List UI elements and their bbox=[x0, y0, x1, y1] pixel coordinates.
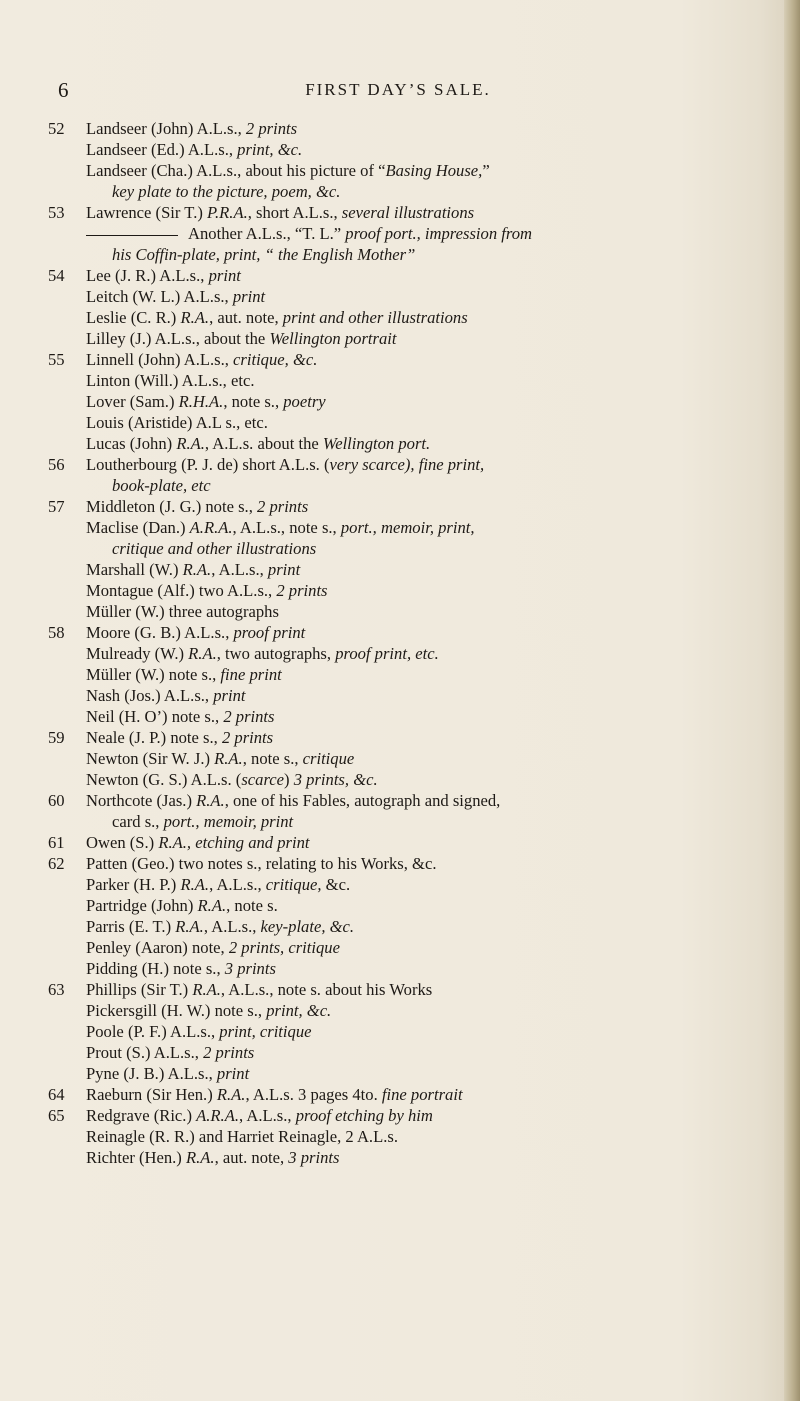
page-header bbox=[58, 78, 738, 108]
roman-text: Linton (Will.) A.L.s., etc. bbox=[86, 371, 255, 390]
roman-text: Lawrence (Sir T.) bbox=[86, 203, 208, 222]
roman-text: , A.L.s., bbox=[209, 875, 266, 894]
catalogue-entry bbox=[48, 160, 768, 181]
italic-text: critique bbox=[302, 749, 355, 768]
italic-text: 2 prints bbox=[257, 497, 309, 516]
roman-text: Pickersgill (H. W.) note s., bbox=[86, 1001, 267, 1020]
roman-text: Parris (E. T.) bbox=[86, 917, 176, 936]
entry-text bbox=[112, 538, 316, 559]
entry-text bbox=[86, 307, 468, 328]
catalogue-entry bbox=[48, 139, 768, 160]
italic-text: print bbox=[232, 287, 266, 306]
roman-text: Pyne (J. B.) A.L.s., bbox=[86, 1064, 217, 1083]
lot-number: 65 bbox=[48, 1106, 65, 1125]
roman-text: Partridge (John) bbox=[86, 896, 198, 915]
italic-text: R.A. bbox=[197, 896, 227, 915]
catalogue-entry bbox=[48, 286, 768, 307]
roman-text: Prout (S.) A.L.s., bbox=[86, 1043, 204, 1062]
entry-text bbox=[86, 286, 265, 307]
catalogue-entry bbox=[48, 727, 768, 748]
entry-text bbox=[86, 748, 354, 769]
italic-text: key plate to the picture, poem, &c. bbox=[112, 182, 341, 201]
italic-text: A.R.A. bbox=[196, 1106, 239, 1125]
italic-text: R.H.A. bbox=[178, 392, 224, 411]
italic-text: critique, bbox=[265, 875, 322, 894]
entry-text bbox=[86, 979, 432, 1000]
catalogue-entry bbox=[48, 1147, 768, 1168]
roman-text: Neale (J. P.) note s., bbox=[86, 728, 222, 747]
entry-text bbox=[86, 370, 254, 391]
catalogue-entry bbox=[48, 874, 768, 895]
italic-text: R.A. bbox=[180, 875, 210, 894]
roman-text: Montague (Alf.) two A.L.s., bbox=[86, 581, 277, 600]
roman-text: Louis (Aristide) A.L s., etc. bbox=[86, 413, 268, 432]
entry-text bbox=[86, 895, 278, 916]
roman-text: , short A.L.s., bbox=[247, 203, 342, 222]
entry-text bbox=[86, 937, 340, 958]
italic-text: fine portrait bbox=[381, 1085, 463, 1104]
catalogue-entry bbox=[48, 265, 768, 286]
italic-text: R.A. bbox=[176, 434, 205, 453]
entry-text bbox=[86, 1084, 463, 1105]
italic-text: 3 prints bbox=[224, 959, 276, 978]
catalogue-entry bbox=[48, 307, 768, 328]
italic-text: Wellington port. bbox=[322, 434, 431, 453]
roman-text: , one of his Fables, autograph and signed, bbox=[224, 791, 501, 810]
roman-text: Owen (S.) bbox=[86, 833, 159, 852]
catalogue-entry bbox=[48, 223, 768, 244]
roman-text: Landseer (Cha.) A.L.s., about his picture of “ bbox=[86, 161, 386, 180]
italic-text: R.A. bbox=[216, 1085, 246, 1104]
entry-text bbox=[86, 643, 439, 664]
italic-text: critique, &c. bbox=[233, 350, 318, 369]
entry-text bbox=[86, 664, 282, 685]
entry-text bbox=[86, 769, 378, 790]
entry-text bbox=[86, 517, 475, 538]
italic-text: 3 prints, &c. bbox=[293, 770, 378, 789]
page-edge bbox=[784, 0, 800, 1401]
lot-number: 62 bbox=[48, 854, 65, 873]
entry-text bbox=[86, 454, 484, 475]
roman-text: Nash (Jos.) A.L.s., bbox=[86, 686, 214, 705]
italic-text: print bbox=[267, 560, 301, 579]
italic-text: port., memoir, print, bbox=[340, 518, 475, 537]
italic-text: proof etching by him bbox=[295, 1106, 433, 1125]
lot-number: 61 bbox=[48, 833, 65, 852]
italic-text: 2 prints bbox=[203, 1043, 255, 1062]
roman-text: , A.L.s., note s., bbox=[232, 518, 341, 537]
catalogue-entry bbox=[48, 748, 768, 769]
lot-number: 59 bbox=[48, 728, 65, 747]
catalogue-entry bbox=[48, 517, 768, 538]
catalogue-entry bbox=[48, 958, 768, 979]
entry-text bbox=[86, 580, 328, 601]
entry-text bbox=[86, 1021, 311, 1042]
sale-entries bbox=[48, 118, 768, 1168]
italic-text: print and other illustrations bbox=[282, 308, 468, 327]
entry-text bbox=[86, 139, 302, 160]
catalogue-entry bbox=[48, 202, 768, 223]
roman-text: Middleton (J. G.) note s., bbox=[86, 497, 257, 516]
roman-text: , A.L.s. about the bbox=[204, 434, 323, 453]
entry-text bbox=[86, 601, 279, 622]
entry-continuation bbox=[48, 181, 768, 202]
catalogue-entry bbox=[48, 790, 768, 811]
roman-text: , note s. bbox=[226, 896, 278, 915]
catalogue-entry bbox=[48, 622, 768, 643]
italic-text: 2 prints bbox=[223, 707, 275, 726]
lot-number: 53 bbox=[48, 203, 65, 222]
entry-text bbox=[112, 475, 211, 496]
entry-text bbox=[86, 202, 474, 223]
entry-text bbox=[86, 1063, 249, 1084]
catalogue-entry bbox=[48, 1021, 768, 1042]
roman-text: Lover (Sam.) bbox=[86, 392, 179, 411]
roman-text: card s., bbox=[112, 812, 164, 831]
catalogue-entry bbox=[48, 1000, 768, 1021]
roman-text: , A.L.s. 3 pages 4to. bbox=[245, 1085, 382, 1104]
roman-text: , aut. note, bbox=[214, 1148, 289, 1167]
entry-text bbox=[86, 391, 326, 412]
entry-text bbox=[86, 1105, 433, 1126]
roman-text: Leitch (W. L.) A.L.s., bbox=[86, 287, 233, 306]
catalogue-entry bbox=[48, 853, 768, 874]
roman-text: Loutherbourg (P. J. de) short A.L.s. ( bbox=[86, 455, 330, 474]
italic-text: R.A. bbox=[214, 749, 243, 768]
roman-text: Müller (W.) three autographs bbox=[86, 602, 279, 621]
italic-text: A.R.A. bbox=[189, 518, 233, 537]
roman-text: Lilley (J.) A.L.s., about the bbox=[86, 329, 270, 348]
roman-text: Redgrave (Ric.) bbox=[86, 1106, 197, 1125]
entry-text bbox=[86, 160, 490, 181]
entry-text bbox=[86, 832, 310, 853]
catalogue-entry bbox=[48, 1084, 768, 1105]
italic-text: R.A., etching and print bbox=[158, 833, 310, 852]
roman-text: , note s., bbox=[223, 392, 284, 411]
italic-text: book-plate, etc bbox=[112, 476, 211, 495]
entry-continuation bbox=[48, 244, 768, 265]
italic-text: poetry bbox=[283, 392, 326, 411]
roman-text: &c. bbox=[321, 875, 351, 894]
italic-text: Basing House, bbox=[385, 161, 483, 180]
roman-text: Reinagle (R. R.) and Harriet Reinagle, 2 A.L.s. bbox=[86, 1127, 398, 1146]
entry-text bbox=[86, 223, 532, 244]
entry-text bbox=[86, 496, 308, 517]
lot-number: 54 bbox=[48, 266, 65, 285]
italic-text: very scarce), fine print, bbox=[329, 455, 485, 474]
italic-text: print bbox=[213, 686, 246, 705]
catalogue-entry bbox=[48, 769, 768, 790]
catalogue-entry bbox=[48, 643, 768, 664]
lot-number: 56 bbox=[48, 455, 65, 474]
italic-text: proof print bbox=[233, 623, 306, 642]
italic-text: R.A. bbox=[175, 917, 204, 936]
entry-text bbox=[86, 790, 500, 811]
lot-number: 64 bbox=[48, 1085, 65, 1104]
catalogue-entry bbox=[48, 1042, 768, 1063]
roman-text: Müller (W.) note s., bbox=[86, 665, 221, 684]
roman-text: Phillips (Sir T.) bbox=[86, 980, 193, 999]
roman-text: , A.L.s., bbox=[211, 560, 268, 579]
entry-text bbox=[112, 181, 340, 202]
roman-text: , A.L.s., bbox=[238, 1106, 296, 1125]
catalogue-entry bbox=[48, 580, 768, 601]
entry-text bbox=[86, 1126, 398, 1147]
italic-text: print bbox=[216, 1064, 250, 1083]
italic-text: proof port., impression from bbox=[345, 224, 532, 243]
italic-text: port., memoir, print bbox=[163, 812, 294, 831]
roman-text: , two autographs, bbox=[216, 644, 336, 663]
entry-text bbox=[86, 1042, 254, 1063]
roman-text: Landseer (John) A.L.s., bbox=[86, 119, 246, 138]
lot-number: 55 bbox=[48, 350, 65, 369]
entry-text bbox=[86, 265, 241, 286]
ditto-rule bbox=[86, 235, 178, 236]
catalogue-entry bbox=[48, 1126, 768, 1147]
italic-text: R.A. bbox=[188, 644, 217, 663]
catalogue-entry bbox=[48, 454, 768, 475]
entry-text bbox=[86, 1147, 339, 1168]
entry-text bbox=[112, 811, 293, 832]
entry-text bbox=[86, 433, 430, 454]
italic-text: print bbox=[208, 266, 241, 285]
catalogue-entry bbox=[48, 412, 768, 433]
entry-text bbox=[86, 958, 276, 979]
italic-text: 2 prints, critique bbox=[228, 938, 340, 957]
roman-text: Linnell (John) A.L.s., bbox=[86, 350, 234, 369]
catalogue-entry bbox=[48, 370, 768, 391]
italic-text: fine print bbox=[220, 665, 282, 684]
italic-text: Wellington portrait bbox=[269, 329, 397, 348]
italic-text: R.A. bbox=[182, 560, 212, 579]
catalogue-entry bbox=[48, 895, 768, 916]
entry-text bbox=[86, 559, 300, 580]
roman-text: Lucas (John) bbox=[86, 434, 177, 453]
italic-text: R.A. bbox=[192, 980, 221, 999]
roman-text: Landseer (Ed.) A.L.s., bbox=[86, 140, 238, 159]
entry-text bbox=[86, 118, 297, 139]
roman-text: Newton (Sir W. J.) bbox=[86, 749, 215, 768]
catalogue-entry bbox=[48, 328, 768, 349]
catalogue-entry bbox=[48, 601, 768, 622]
catalogue-entry bbox=[48, 433, 768, 454]
roman-text: , note s., bbox=[242, 749, 303, 768]
italic-text: several illustrations bbox=[341, 203, 475, 222]
entry-continuation bbox=[48, 811, 768, 832]
entry-text bbox=[86, 874, 350, 895]
roman-text: Another A.L.s., “T. L.” bbox=[188, 224, 346, 243]
lot-number: 63 bbox=[48, 980, 65, 999]
italic-text: 2 prints bbox=[221, 728, 274, 747]
entry-text bbox=[86, 349, 317, 370]
catalogue-entry bbox=[48, 664, 768, 685]
running-head: FIRST DAY’S SALE. bbox=[305, 80, 491, 99]
lot-number: 58 bbox=[48, 623, 65, 642]
roman-text: Marshall (W.) bbox=[86, 560, 183, 579]
italic-text: critique and other illustrations bbox=[112, 539, 317, 558]
italic-text: print, &c. bbox=[266, 1001, 332, 1020]
roman-text: Leslie (C. R.) bbox=[86, 308, 181, 327]
roman-text: Penley (Aaron) note, bbox=[86, 938, 229, 957]
italic-text: 2 prints bbox=[245, 119, 298, 138]
catalogue-entry bbox=[48, 118, 768, 139]
entry-text bbox=[86, 853, 436, 874]
catalogue-entry bbox=[48, 685, 768, 706]
italic-text: his Coffin-plate, print, “ the English Mother” bbox=[112, 245, 416, 264]
entry-text bbox=[112, 244, 415, 265]
roman-text: Poole (P. F.) A.L.s., bbox=[86, 1022, 220, 1041]
catalogue-entry bbox=[48, 391, 768, 412]
roman-text: Raeburn (Sir Hen.) bbox=[86, 1085, 217, 1104]
catalogue-entry bbox=[48, 706, 768, 727]
entry-text bbox=[86, 685, 246, 706]
roman-text: , aut. note, bbox=[209, 308, 283, 327]
entry-text bbox=[86, 622, 305, 643]
roman-text: ” bbox=[482, 161, 490, 180]
page-number: 6 bbox=[58, 78, 69, 102]
roman-text: Moore (G. B.) A.L.s., bbox=[86, 623, 234, 642]
roman-text: Mulready (W.) bbox=[86, 644, 189, 663]
catalogue-entry bbox=[48, 937, 768, 958]
entry-text bbox=[86, 916, 354, 937]
catalogue-entry bbox=[48, 832, 768, 853]
roman-text: Maclise (Dan.) bbox=[86, 518, 190, 537]
italic-text: proof print, etc. bbox=[335, 644, 439, 663]
entry-continuation bbox=[48, 538, 768, 559]
italic-text: scarce bbox=[241, 770, 285, 789]
lot-number: 60 bbox=[48, 791, 65, 810]
roman-text: Northcote (Jas.) bbox=[86, 791, 197, 810]
roman-text: , A.L.s., bbox=[203, 917, 261, 936]
italic-text: P.R.A. bbox=[207, 203, 248, 222]
lot-number: 52 bbox=[48, 119, 65, 138]
catalogue-entry bbox=[48, 1063, 768, 1084]
roman-text: Parker (H. P.) bbox=[86, 875, 181, 894]
entry-text bbox=[86, 412, 268, 433]
roman-text: Patten (Geo.) two notes s., relating to his Works, &c. bbox=[86, 854, 437, 873]
roman-text: Pidding (H.) note s., bbox=[86, 959, 225, 978]
entry-text bbox=[86, 706, 275, 727]
italic-text: 3 prints bbox=[288, 1148, 340, 1167]
entry-text bbox=[86, 1000, 331, 1021]
catalogue-entry bbox=[48, 496, 768, 517]
italic-text: R.A. bbox=[196, 791, 225, 810]
entry-text bbox=[86, 328, 397, 349]
catalogue-entry bbox=[48, 979, 768, 1000]
roman-text: Neil (H. O’) note s., bbox=[86, 707, 224, 726]
catalogue-entry bbox=[48, 1105, 768, 1126]
roman-text: Lee (J. R.) A.L.s., bbox=[86, 266, 209, 285]
italic-text: print, &c. bbox=[237, 140, 303, 159]
italic-text: 2 prints bbox=[276, 581, 328, 600]
entry-continuation bbox=[48, 475, 768, 496]
italic-text: R.A. bbox=[185, 1148, 215, 1167]
catalogue-entry bbox=[48, 349, 768, 370]
catalogue-entry bbox=[48, 559, 768, 580]
roman-text: Richter (Hen.) bbox=[86, 1148, 186, 1167]
roman-text: ) bbox=[284, 770, 294, 789]
catalogue-entry bbox=[48, 916, 768, 937]
entry-text bbox=[86, 727, 273, 748]
lot-number: 57 bbox=[48, 497, 65, 516]
italic-text: key-plate, &c. bbox=[260, 917, 355, 936]
italic-text: print, critique bbox=[219, 1022, 312, 1041]
italic-text: R.A. bbox=[180, 308, 210, 327]
roman-text: , A.L.s., note s. about his Works bbox=[220, 980, 433, 999]
roman-text: Newton (G. S.) A.L.s. ( bbox=[86, 770, 242, 789]
